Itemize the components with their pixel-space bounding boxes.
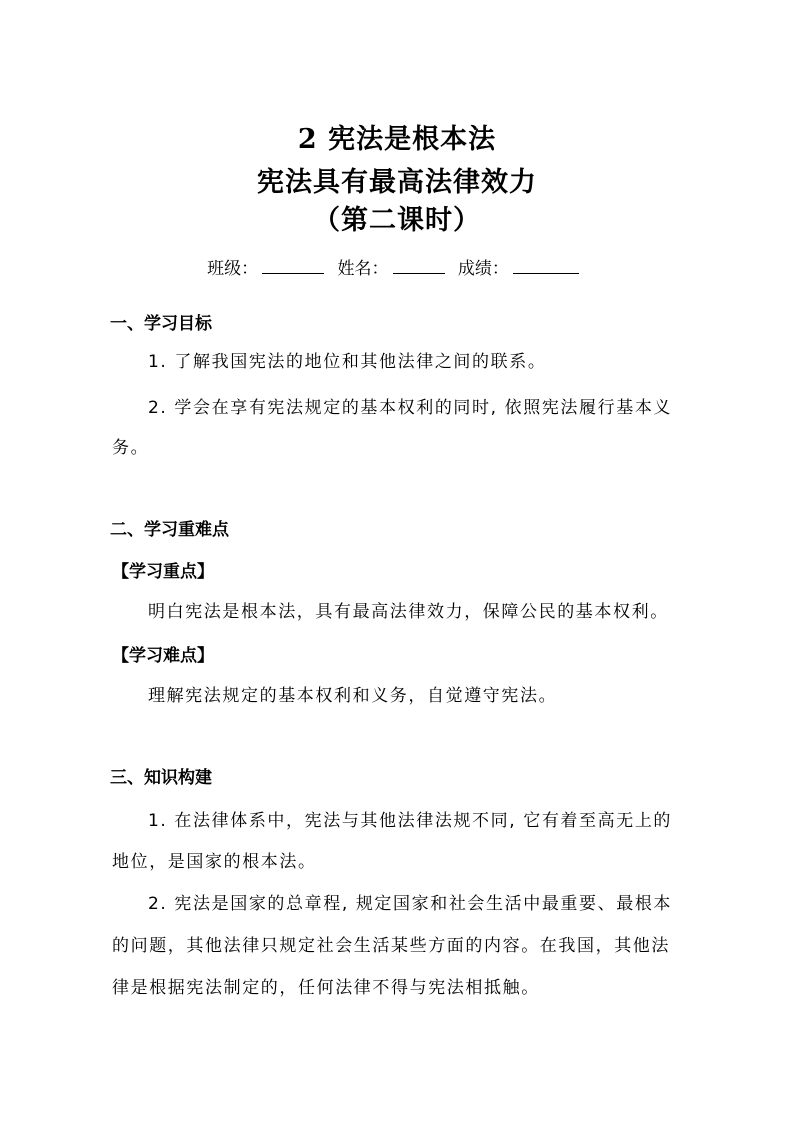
objective-item: 1. 了解我国宪法的地位和其他法律之间的联系。 (148, 352, 547, 372)
student-info-line (0, 255, 794, 281)
lesson-title: 2 宪法是根本法 (297, 124, 497, 155)
knowledge-item-continued: 律是根据宪法制定的，任何法律不得与宪法相抵触。 (112, 978, 540, 998)
knowledge-item: 2. 宪法是国家的总章程, 规定国家和社会生活中最重要、最根本 (148, 894, 673, 914)
knowledge-item-continued: 地位，是国家的根本法。 (112, 852, 317, 872)
section-heading-objectives: 一、学习目标 (110, 314, 212, 334)
section-heading-knowledge: 三、知识构建 (110, 768, 212, 788)
score-blank[interactable] (513, 255, 579, 274)
lesson-subtitle: 宪法具有最高法律效力 (257, 167, 537, 198)
knowledge-item-continued: 的问题，其他法律只规定社会生活某些方面的内容。在我国，其他法 (112, 936, 670, 956)
name-blank[interactable] (393, 255, 445, 274)
objective-item-continued: 务。 (112, 438, 150, 458)
knowledge-item: 1. 在法律体系中，宪法与其他法律法规不同, 它有着至高无上的 (148, 811, 673, 831)
difficulty-text: 理解宪法规定的基本权利和义务，自觉遵守宪法。 (148, 686, 558, 706)
lesson-period: （第二课时） (313, 205, 481, 236)
section-heading-key-points: 二、学习重难点 (110, 520, 229, 540)
score-label: 成绩： (457, 259, 509, 279)
key-point-label: 【学习重点】 (112, 562, 214, 582)
objective-item: 2. 学会在享有宪法规定的基本权利的同时, 依照宪法履行基本义 (148, 398, 673, 418)
key-point-text: 明白宪法是根本法，具有最高法律效力，保障公民的基本权利。 (148, 602, 669, 622)
name-label: 姓名： (337, 259, 389, 279)
difficulty-label: 【学习难点】 (112, 646, 214, 666)
class-label: 班级： (207, 259, 259, 279)
class-blank[interactable] (262, 255, 324, 274)
